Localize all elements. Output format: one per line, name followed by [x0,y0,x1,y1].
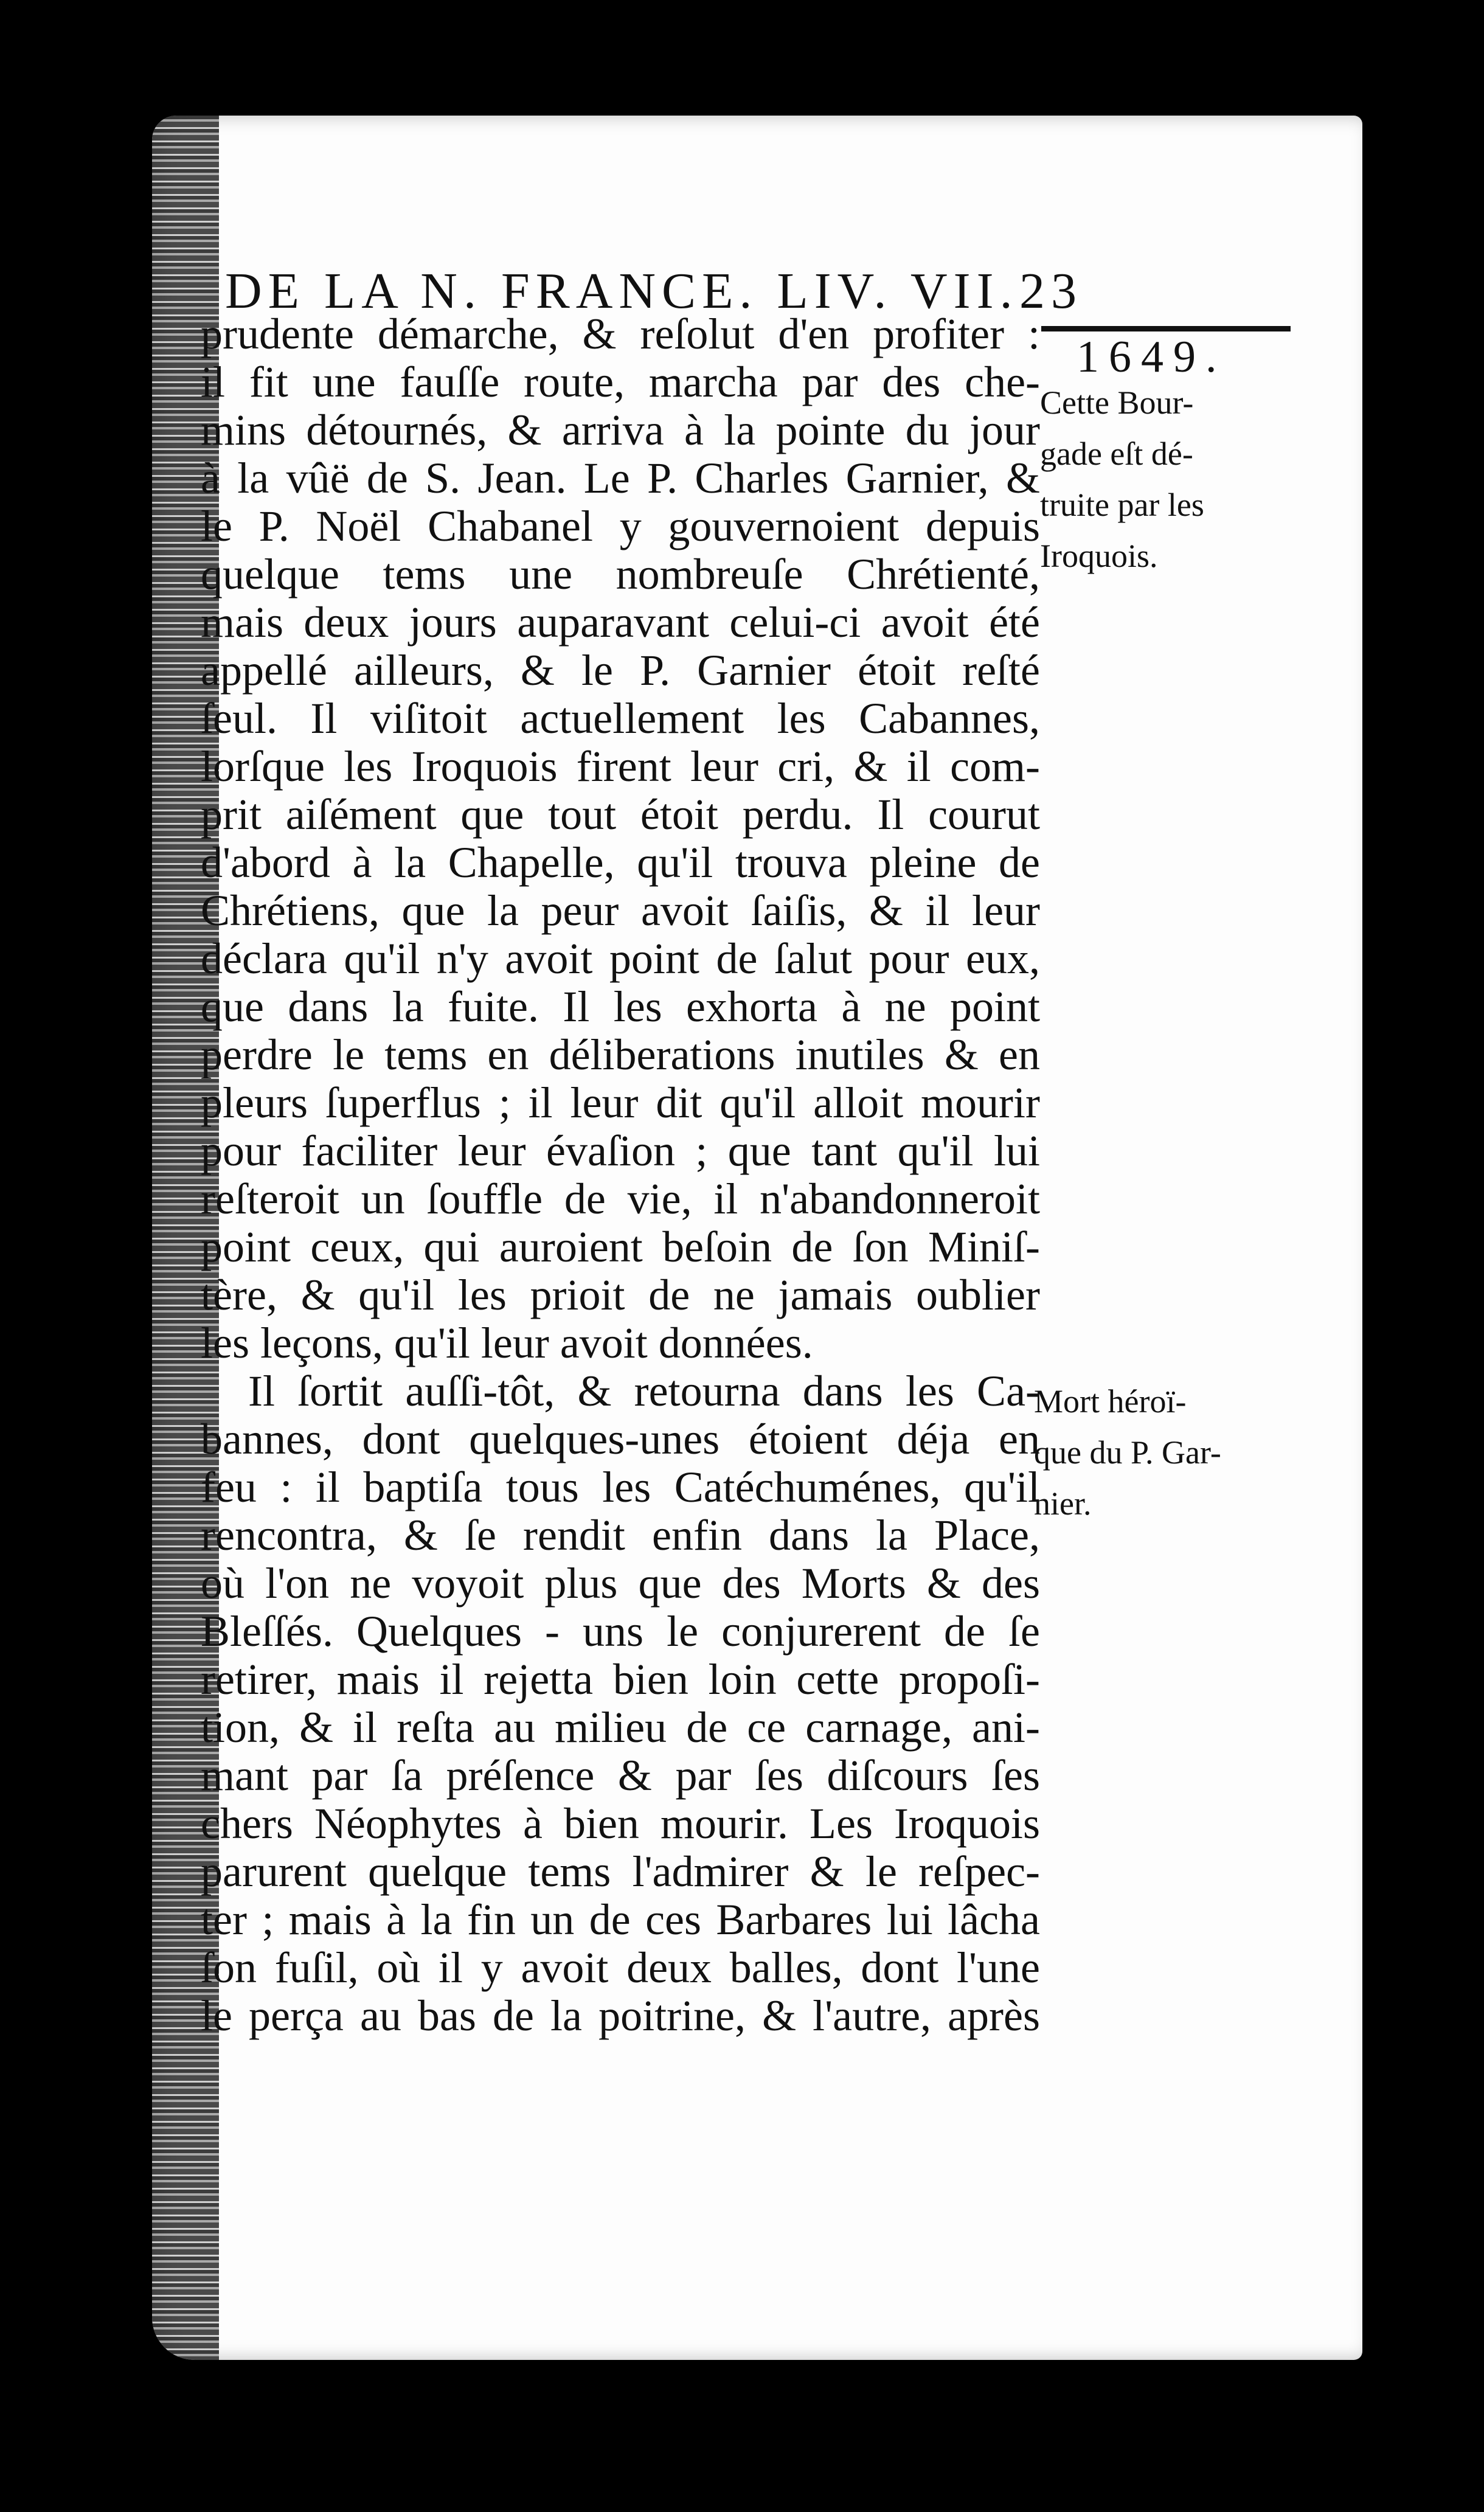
margin-note-line: Cette Bour- [1040,384,1194,421]
margin-note-destruction [1040,377,1265,581]
running-title: DE LA N. FRANCE. LIV. VII. [225,263,1019,319]
text-line: les leçons, qu'il leur avoit données. [201,1319,813,1367]
margin-note-line: truite par les [1040,487,1204,523]
text-line: perdre le tems en déliberations inutiles & en [201,1030,1040,1079]
text-line: Chrétiens, que la peur avoit ſaiſis, & il leur [201,886,1040,935]
text-line: ſeul. Il viſitoit actuellement les Cabannes, [201,694,1040,743]
text-line: parurent quelque tems l'admirer & le reſpec- [201,1847,1040,1896]
text-line: que dans la fuite. Il les exhorta à ne point [201,982,1040,1031]
text-line: d'abord à la Chapelle, qu'il trouva pleine de [201,838,1040,887]
text-line: tère, & qu'il les prioit de ne jamais oublier [201,1271,1040,1319]
margin-note-death [1034,1376,1259,1529]
margin-note-line: gade eſt dé- [1040,435,1193,472]
text-line: retirer, mais il rejetta bien loin cette propoſi- [201,1655,1040,1704]
text-line: mais deux jours auparavant celui-ci avoit été [201,598,1040,647]
text-line: mant par ſa préſence & par ſes diſcours ſes [201,1751,1040,1800]
text-line: à la vûë de S. Jean. Le P. Charles Garnier, & [201,454,1040,502]
text-line: quelque tems une nombreuſe Chrétienté, [201,550,1040,599]
page-number: 23 [1019,263,1083,319]
text-line: déclara qu'il n'y avoit point de ſalut pour eux, [201,934,1040,983]
body-text [201,310,1040,2040]
text-line: ter ; mais à la fin un de ces Barbares lui lâcha [201,1895,1040,1944]
margin-year: 1649. [1077,332,1227,382]
text-line: où l'on ne voyoit plus que des Morts & des [201,1559,1040,1608]
margin-note-line: Mort héroï- [1034,1383,1187,1420]
text-line: rencontra, & ſe rendit enfin dans la Place, [201,1511,1040,1560]
text-line: chers Néophytes à bien mourir. Les Iroquois [201,1799,1040,1848]
text-line: appellé ailleurs, & le P. Garnier étoit reſté [201,646,1040,695]
text-line: il fit une fauſſe route, marcha par des che- [201,358,1040,406]
text-line: le P. Noël Chabanel y gouvernoient depuis [201,502,1040,550]
text-line: tion, & il reſta au milieu de ce carnage, ani- [201,1703,1040,1752]
text-line: mins détournés, & arriva à la pointe du jour [201,406,1040,454]
text-line: point ceux, qui auroient beſoin de ſon Miniſ- [201,1223,1040,1271]
text-line: pour faciliter leur évaſion ; que tant qu'il lui [201,1126,1040,1175]
margin-note-line: que du P. Gar- [1034,1434,1221,1471]
text-line: Il ſortit auſſi-tôt, & retourna dans les Ca- [248,1367,1040,1415]
margin-note-line: Iroquois. [1040,538,1158,574]
text-line: prit aiſément que tout étoit perdu. Il courut [201,790,1040,839]
margin-rule [1041,326,1291,331]
text-line: Bleſſés. Quelques - uns le conjurerent de ſe [201,1607,1040,1656]
text-line: bannes, dont quelques-unes étoient déja en [201,1415,1040,1463]
text-line: feu : il baptiſa tous les Catéchuménes, qu'il [201,1463,1040,1511]
text-line: prudente démarche, & reſolut d'en profiter : [201,310,1040,358]
text-line: reſteroit un ſouffle de vie, il n'abandonneroit [201,1174,1040,1223]
text-line: lorſque les Iroquois firent leur cri, & il com- [201,742,1040,791]
margin-note-line: nier. [1034,1485,1092,1522]
text-line: ſon fuſil, où il y avoit deux balles, dont l'une [201,1943,1040,1992]
text-line: pleurs ſuperflus ; il leur dit qu'il alloit mourir [201,1078,1040,1127]
text-line: le perça au bas de la poitrine, & l'autre, après [201,1991,1040,2040]
